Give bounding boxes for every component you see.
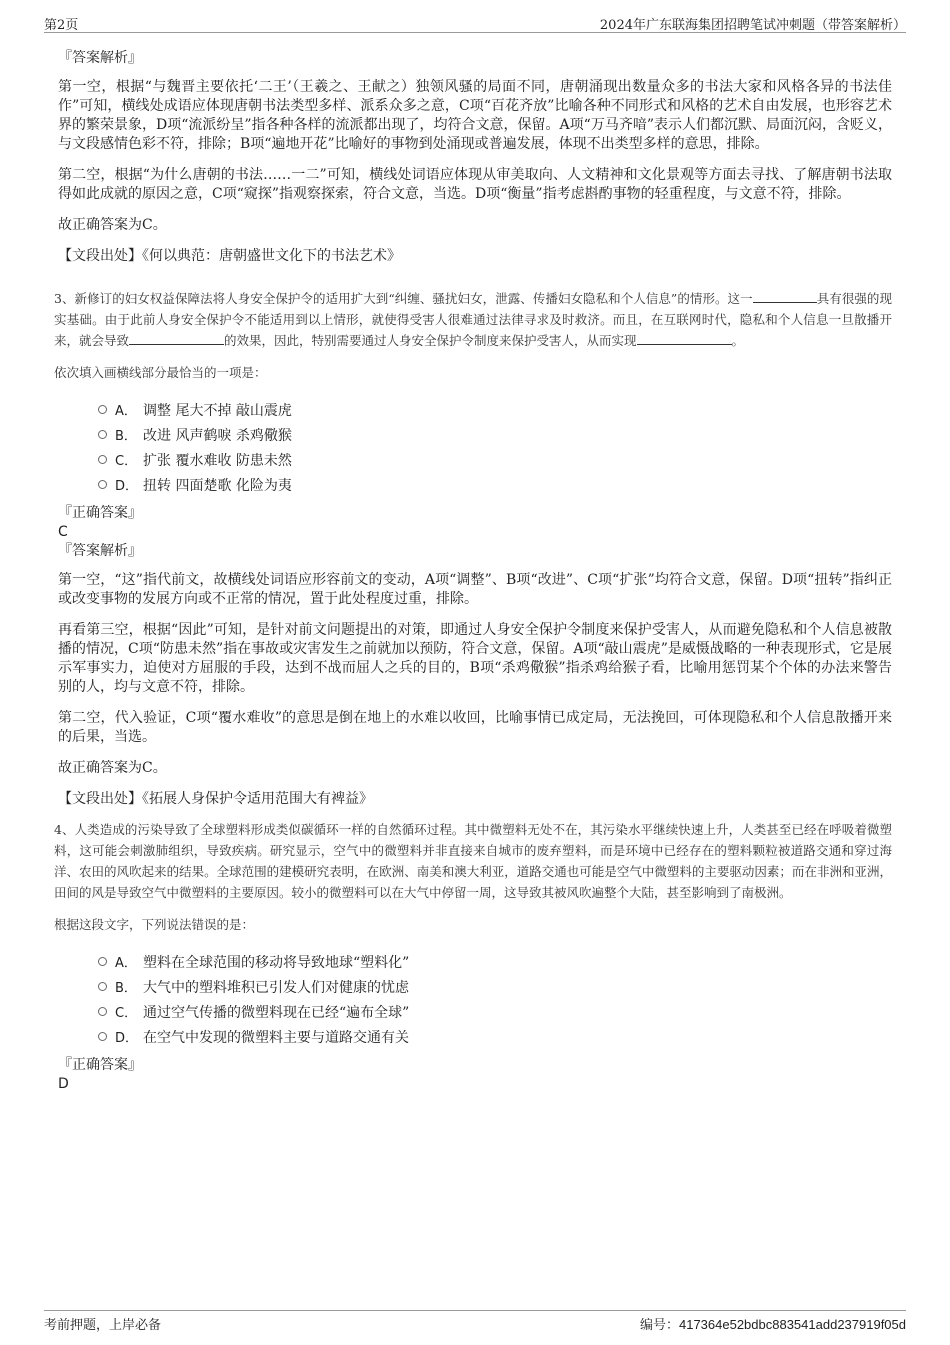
document-code: 编号：417364e52bdbc883541add237919f05d [639, 1317, 906, 1333]
analysis-paragraph: 第一空，“这”指代前文，故横线处词语应形容前文的变动，A项“调整”、B项“改进”、C项“扩张”均符合文意，保留。D项“扭转”指纠正或改变事物的发展方向或不正常的情况，置于此处程度过重，排除。 [58, 572, 892, 607]
source-citation: 【文段出处】《何以典范：唐朝盛世文化下的书法艺术》 [58, 248, 401, 264]
radio-button[interactable] [98, 430, 107, 439]
option-c[interactable]: C． 扩张 覆水难收 防患未然 [98, 447, 892, 472]
radio-button[interactable] [98, 1032, 107, 1041]
radio-button[interactable] [98, 982, 107, 991]
answer-conclusion: 故正确答案为C。 [58, 217, 167, 233]
radio-button[interactable] [98, 480, 107, 489]
option-a[interactable]: A． 调整 尾大不掉 敲山震虎 [98, 397, 892, 422]
answer-blank [637, 332, 732, 345]
footer-divider [44, 1310, 906, 1311]
option-d[interactable]: D． 扭转 四面楚歌 化险为夷 [98, 472, 892, 497]
correct-answer: D [58, 1076, 69, 1092]
correct-answer-label: 『正确答案』 [58, 1057, 142, 1073]
analysis-paragraph: 第一空，根据“与魏晋主要依托‘二王’（王羲之、王献之）独领风骚的局面不同，唐朝涌现出数量众多的书法大家和风格各异的书法佳作”可知，横线处成语应体现唐朝书法类型多样、派系众多之意，C项“百花齐放”比喻各种不同形式和风格的艺术自由发展，也形容艺术界的繁荣景象，D项“流派纷呈”指各种各样的流派都出现了，均符合文意，保留。A项“万马齐喑”表示人们都沉默、局面沉闷，含贬义，与文段感情色彩不符，排除；B项“遍地开花”比喻好的事物到处涌现或普遍发展，体现不出类型多样的意思，排除。 [58, 79, 892, 152]
answer-blank [753, 290, 817, 303]
question-4-options [98, 949, 892, 1049]
correct-answer: C [58, 524, 68, 540]
radio-button[interactable] [98, 405, 107, 414]
analysis-label: 『答案解析』 [58, 543, 142, 559]
analysis-label: 『答案解析』 [58, 50, 142, 66]
question-3-options [98, 397, 892, 497]
answer-blank [129, 332, 224, 345]
radio-button[interactable] [98, 1007, 107, 1016]
page-content [54, 48, 892, 1093]
document-title: 2024年广东联海集团招聘笔试冲刺题（带答案解析） [599, 18, 906, 33]
question-3-text: 3、新修订的妇女权益保障法将人身安全保护令的适用扩大到“纠缠、骚扰妇女，泄露、传播妇女隐私和个人信息”的情形。这一 具有很强的现实基础。由于此前人身安全保护令不能适用到以上情形，就使得受害人很难通过法律寻求及时救济。而且，在互联网时代，隐私和个人信息一旦散播开来，就会导致 的效果，因此，特别需要通过人身安全保护令制度来保护受害人，从而实现 。 [54, 291, 892, 348]
radio-button[interactable] [98, 455, 107, 464]
page-number: 第2页 [44, 18, 79, 33]
option-a[interactable]: A． 塑料在全球范围的移动将导致地球“塑料化” [98, 949, 892, 974]
question-4-text: 4、人类造成的污染导致了全球塑料形成类似碳循环一样的自然循环过程。其中微塑料无处不在，其污染水平继续快速上升，人类甚至已经在呼吸着微塑料，这可能会刺激肺组织，导致疾病。研究显示，空气中的微塑料并非直接来自城市的废弃塑料，而是环境中已经存在的塑料颗粒被道路交通和穿过海洋、农田的风吹起来的结果。全球范围的建模研究表明，在欧洲、南美和澳大利亚，道路交通也可能是空气中微塑料的主要驱动因素；而在非洲和亚洲，田间的风是导致空气中微塑料的主要原因。较小的微塑料可以在大气中停留一周，这导致其被风吹遍整个大陆，甚至影响到了南极洲。 [54, 822, 892, 900]
source-citation: 【文段出处】《拓展人身保护令适用范围大有裨益》 [58, 791, 373, 807]
header-divider [44, 32, 906, 33]
question-4-prompt: 根据这段文字，下列说法错误的是： [54, 917, 255, 932]
option-b[interactable]: B． 改进 风声鹤唳 杀鸡儆猴 [98, 422, 892, 447]
analysis-paragraph: 再看第三空，根据“因此”可知，是针对前文问题提出的对策，即通过人身安全保护令制度来保护受害人，从而避免隐私和个人信息被散播的情况，C项“防患未然”指在事故或灾害发生之前就加以预防，符合文意，保留。A项“敲山震虎”是威慑战略的一种表现形式，它是展示军事实力，迫使对方屈服的手段，达到不战而屈人之兵的目的，B项“杀鸡儆猴”指杀鸡给猴子看，比喻用惩罚某个个体的办法来警告别的人，均与文意不符，排除。 [58, 622, 892, 695]
analysis-paragraph: 第二空，根据“为什么唐朝的书法……一二”可知，横线处词语应体现从审美取向、人文精神和文化景观等方面去寻找、了解唐朝书法取得如此成就的原因之意，C项“窥探”指观察探索，符合文意，当选。D项“衡量”指考虑斟酌事物的轻重程度，与文意不符，排除。 [58, 167, 892, 202]
option-b[interactable]: B． 大气中的塑料堆积已引发人们对健康的忧虑 [98, 974, 892, 999]
option-c[interactable]: C． 通过空气传播的微塑料现在已经“遍布全球” [98, 999, 892, 1024]
question-3-prompt: 依次填入画横线部分最恰当的一项是： [54, 365, 267, 380]
page-header [0, 0, 950, 33]
footer-slogan: 考前押题，上岸必备 [44, 1318, 162, 1333]
radio-button[interactable] [98, 957, 107, 966]
option-d[interactable]: D． 在空气中发现的微塑料主要与道路交通有关 [98, 1024, 892, 1049]
answer-conclusion: 故正确答案为C。 [58, 760, 167, 776]
analysis-paragraph: 第二空，代入验证，C项“覆水难收”的意思是倒在地上的水难以收回，比喻事情已成定局，无法挽回，可体现隐私和个人信息散播开来的后果，当选。 [58, 710, 892, 745]
correct-answer-label: 『正确答案』 [58, 505, 142, 521]
